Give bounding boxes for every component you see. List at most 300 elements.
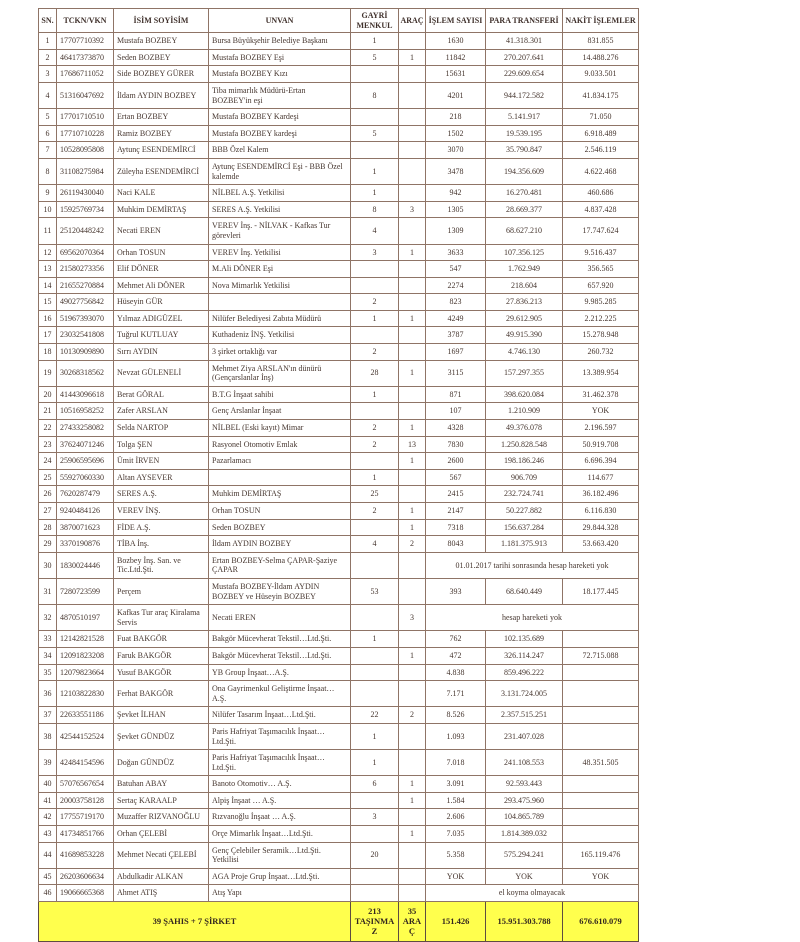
cell-arac: 13 <box>399 436 426 453</box>
cell-arac: 2 <box>399 536 426 553</box>
cell-islem-sayisi: 218 <box>426 109 486 126</box>
cell-nakit-islemler: 15.278.948 <box>563 327 639 344</box>
cell-islem-sayisi: 7318 <box>426 519 486 536</box>
cell-nakit-islemler: 2.196.597 <box>563 420 639 437</box>
cell-para-transferi: 1.250.828.548 <box>486 436 563 453</box>
cell-para-transferi: 944.172.582 <box>486 82 563 108</box>
cell-gayrimenkul: 2 <box>351 503 399 520</box>
table-row <box>39 792 639 809</box>
cell-sn: 3 <box>39 66 57 83</box>
table-row <box>39 605 639 631</box>
cell-unvan: Bursa Büyükşehir Belediye Başkanı <box>209 33 351 50</box>
cell-arac <box>399 277 426 294</box>
cell-sn: 37 <box>39 707 57 724</box>
cell-unvan: VEREV İnş. Yetkilisi <box>209 244 351 261</box>
cell-sn: 42 <box>39 809 57 826</box>
cell-unvan: SERES A.Ş. Yetkilisi <box>209 201 351 218</box>
cell-sn: 35 <box>39 664 57 681</box>
cell-tckn-vkn: 42544152524 <box>57 723 114 749</box>
cell-tckn-vkn: 1830024446 <box>57 552 114 578</box>
cell-unvan: Mehmet Ziya ARSLAN'ın dünürü (Gençarslanlar İnş) <box>209 360 351 386</box>
cell-islem-sayisi: 393 <box>426 578 486 604</box>
cell-isim-soyisim: FİDE A.Ş. <box>114 519 209 536</box>
cell-nakit-islemler: 6.696.394 <box>563 453 639 470</box>
cell-tckn-vkn: 25906595696 <box>57 453 114 470</box>
cell-isim-soyisim: Abdulkadir ALKAN <box>114 868 209 885</box>
table-row <box>39 681 639 707</box>
cell-isim-soyisim: Muzaffer RIZVANOĞLU <box>114 809 209 826</box>
cell-nakit-islemler <box>563 792 639 809</box>
cell-isim-soyisim: Ramiz BOZBEY <box>114 125 209 142</box>
table-row <box>39 536 639 553</box>
cell-isim-soyisim: VEREV İNŞ. <box>114 503 209 520</box>
table-footer <box>39 902 639 942</box>
cell-tckn-vkn: 10130909890 <box>57 344 114 361</box>
cell-nakit-islemler: 114.677 <box>563 469 639 486</box>
cell-arac <box>399 664 426 681</box>
cell-arac: 1 <box>399 647 426 664</box>
cell-gayrimenkul <box>351 885 399 902</box>
cell-nakit-islemler <box>563 707 639 724</box>
cell-isim-soyisim: TİBA İnş. <box>114 536 209 553</box>
cell-gayrimenkul <box>351 868 399 885</box>
cell-isim-soyisim: Bozbey İnş. San. ve Tic.Ltd.Şti. <box>114 552 209 578</box>
cell-para-transferi: 19.539.195 <box>486 125 563 142</box>
cell-isim-soyisim: Ümit İRVEN <box>114 453 209 470</box>
cell-unvan: BBB Özel Kalem <box>209 142 351 159</box>
cell-arac <box>399 66 426 83</box>
cell-islem-sayisi: 3787 <box>426 327 486 344</box>
cell-isim-soyisim: Züleyha ESENDEMİRCİ <box>114 158 209 184</box>
cell-arac: 1 <box>399 503 426 520</box>
cell-arac: 3 <box>399 605 426 631</box>
cell-para-transferi: 229.609.654 <box>486 66 563 83</box>
cell-sn: 41 <box>39 792 57 809</box>
table-row <box>39 244 639 261</box>
cell-isim-soyisim: Tuğrul KUTLUAY <box>114 327 209 344</box>
cell-arac <box>399 125 426 142</box>
table-row <box>39 420 639 437</box>
cell-isim-soyisim: Necati EREN <box>114 218 209 244</box>
table-row <box>39 386 639 403</box>
cell-sn: 7 <box>39 142 57 159</box>
cell-unvan: Mustafa BOZBEY kardeşi <box>209 125 351 142</box>
cell-sn: 2 <box>39 49 57 66</box>
cell-para-transferi: 218.604 <box>486 277 563 294</box>
cell-tckn-vkn: 21580273356 <box>57 261 114 278</box>
cell-gayrimenkul <box>351 261 399 278</box>
cell-gayrimenkul <box>351 664 399 681</box>
cell-sn: 21 <box>39 403 57 420</box>
cell-para-transferi: 1.762.949 <box>486 261 563 278</box>
cell-isim-soyisim: Fuat BAKGÖR <box>114 631 209 648</box>
cell-islem-sayisi: 1309 <box>426 218 486 244</box>
cell-nakit-islemler <box>563 809 639 826</box>
cell-gayrimenkul <box>351 66 399 83</box>
cell-para-transferi: 107.356.125 <box>486 244 563 261</box>
cell-unvan: Mustafa BOZBEY Kardeşi <box>209 109 351 126</box>
cell-islem-sayisi: 3633 <box>426 244 486 261</box>
cell-sn: 26 <box>39 486 57 503</box>
cell-nakit-islemler: 460.686 <box>563 185 639 202</box>
cell-para-transferi: 102.135.689 <box>486 631 563 648</box>
cell-nakit-islemler: 657.920 <box>563 277 639 294</box>
cell-islem-sayisi: 2.606 <box>426 809 486 826</box>
cell-islem-sayisi: 1.584 <box>426 792 486 809</box>
cell-unvan: Banoto Otomotiv… A.Ş. <box>209 776 351 793</box>
table-row <box>39 360 639 386</box>
cell-gayrimenkul: 4 <box>351 536 399 553</box>
table-row <box>39 66 639 83</box>
cell-islem-sayisi: 823 <box>426 294 486 311</box>
table-row <box>39 842 639 868</box>
cell-nakit-islemler: 165.119.476 <box>563 842 639 868</box>
cell-nakit-islemler: 6.116.830 <box>563 503 639 520</box>
cell-arac <box>399 261 426 278</box>
cell-isim-soyisim: Ahmet ATIŞ <box>114 885 209 902</box>
cell-tckn-vkn: 26203606634 <box>57 868 114 885</box>
cell-unvan: NİLBEL (Eski kayıt) Mimar <box>209 420 351 437</box>
cell-unvan: Orhan TOSUN <box>209 503 351 520</box>
cell-sn: 29 <box>39 536 57 553</box>
cell-islem-sayisi: 107 <box>426 403 486 420</box>
cell-para-transferi: 29.612.905 <box>486 310 563 327</box>
table-row <box>39 453 639 470</box>
cell-sn: 19 <box>39 360 57 386</box>
cell-sn: 14 <box>39 277 57 294</box>
cell-unvan: Paris Hafriyat Taşımacılık İnşaat…Ltd.Şti. <box>209 750 351 776</box>
cell-arac: 1 <box>399 792 426 809</box>
cell-gayrimenkul <box>351 792 399 809</box>
cell-nakit-islemler: 71.050 <box>563 109 639 126</box>
cell-sn: 36 <box>39 681 57 707</box>
cell-tckn-vkn: 3370190876 <box>57 536 114 553</box>
cell-arac <box>399 469 426 486</box>
cell-tckn-vkn: 31108275984 <box>57 158 114 184</box>
cell-isim-soyisim: Kafkas Tur araç Kiralama Servis <box>114 605 209 631</box>
cell-nakit-islemler: YOK <box>563 403 639 420</box>
cell-nakit-islemler <box>563 826 639 843</box>
cell-arac <box>399 218 426 244</box>
cell-para-transferi: 27.836.213 <box>486 294 563 311</box>
cell-nakit-islemler <box>563 631 639 648</box>
cell-islem-sayisi: 472 <box>426 647 486 664</box>
cell-gayrimenkul: 8 <box>351 82 399 108</box>
totals-nakit-islemler: 676.610.079 <box>563 902 639 942</box>
cell-islem-sayisi: 762 <box>426 631 486 648</box>
cell-tckn-vkn: 41689853228 <box>57 842 114 868</box>
cell-tckn-vkn: 17701710510 <box>57 109 114 126</box>
cell-islem-sayisi: 7.171 <box>426 681 486 707</box>
cell-para-transferi: 859.496.222 <box>486 664 563 681</box>
cell-arac: 2 <box>399 707 426 724</box>
cell-isim-soyisim: Mehmet Ali DÖNER <box>114 277 209 294</box>
cell-nakit-islemler: 356.565 <box>563 261 639 278</box>
cell-para-transferi: 398.620.084 <box>486 386 563 403</box>
table-row <box>39 201 639 218</box>
cell-arac <box>399 486 426 503</box>
cell-isim-soyisim: Ferhat BAKGÖR <box>114 681 209 707</box>
cell-para-transferi: 326.114.247 <box>486 647 563 664</box>
cell-para-transferi: 157.297.355 <box>486 360 563 386</box>
cell-gayrimenkul <box>351 826 399 843</box>
cell-islem-sayisi: 8.526 <box>426 707 486 724</box>
table-row <box>39 885 639 902</box>
cell-isim-soyisim: Doğan GÜNDÜZ <box>114 750 209 776</box>
cell-arac <box>399 142 426 159</box>
cell-sn: 27 <box>39 503 57 520</box>
cell-sn: 1 <box>39 33 57 50</box>
cell-tckn-vkn: 41734851766 <box>57 826 114 843</box>
cell-nakit-islemler: 31.462.378 <box>563 386 639 403</box>
cell-unvan: Alpiş İnşaat … A.Ş. <box>209 792 351 809</box>
cell-tckn-vkn: 17707710392 <box>57 33 114 50</box>
cell-nakit-islemler <box>563 664 639 681</box>
cell-unvan: AGA Proje Grup İnşaat…Ltd.Şti. <box>209 868 351 885</box>
table-row <box>39 33 639 50</box>
cell-tckn-vkn: 30268318562 <box>57 360 114 386</box>
table-row <box>39 469 639 486</box>
cell-nakit-islemler: 50.919.708 <box>563 436 639 453</box>
cell-isim-soyisim: Ertan BOZBEY <box>114 109 209 126</box>
cell-sn: 20 <box>39 386 57 403</box>
totals-para-transferi: 15.951.303.788 <box>486 902 563 942</box>
cell-gayrimenkul: 2 <box>351 436 399 453</box>
table-row <box>39 868 639 885</box>
cell-para-transferi: 41.318.301 <box>486 33 563 50</box>
cell-para-transferi: 92.593.443 <box>486 776 563 793</box>
cell-gayrimenkul: 1 <box>351 750 399 776</box>
cell-sn: 34 <box>39 647 57 664</box>
cell-gayrimenkul: 3 <box>351 244 399 261</box>
cell-arac <box>399 750 426 776</box>
cell-islem-sayisi: 2147 <box>426 503 486 520</box>
cell-isim-soyisim: Muhkim DEMİRTAŞ <box>114 201 209 218</box>
cell-sn: 9 <box>39 185 57 202</box>
asset-table <box>38 8 639 942</box>
cell-arac: 1 <box>399 420 426 437</box>
cell-tckn-vkn: 37624071246 <box>57 436 114 453</box>
cell-para-transferi: 194.356.609 <box>486 158 563 184</box>
cell-arac: 1 <box>399 244 426 261</box>
cell-nakit-islemler: 48.351.505 <box>563 750 639 776</box>
cell-sn: 31 <box>39 578 57 604</box>
table-row <box>39 486 639 503</box>
cell-tckn-vkn: 49027756842 <box>57 294 114 311</box>
cell-isim-soyisim: İldam AYDIN BOZBEY <box>114 82 209 108</box>
cell-isim-soyisim: Yılmaz ADIGÜZEL <box>114 310 209 327</box>
cell-islem-sayisi: 5.358 <box>426 842 486 868</box>
cell-gayrimenkul <box>351 327 399 344</box>
cell-islem-sayisi: 1630 <box>426 33 486 50</box>
cell-isim-soyisim: Naci KALE <box>114 185 209 202</box>
cell-para-transferi: 906.709 <box>486 469 563 486</box>
cell-sn: 44 <box>39 842 57 868</box>
cell-unvan: YB Group İnşaat…A.Ş. <box>209 664 351 681</box>
cell-unvan <box>209 294 351 311</box>
table-row <box>39 631 639 648</box>
totals-arac: 35 ARAÇ <box>399 902 426 942</box>
cell-gayrimenkul: 1 <box>351 185 399 202</box>
cell-nakit-islemler: 41.834.175 <box>563 82 639 108</box>
cell-isim-soyisim: Mehmet Necati ÇELEBİ <box>114 842 209 868</box>
cell-isim-soyisim: Altan AYSEVER <box>114 469 209 486</box>
cell-nakit-islemler: 2.546.119 <box>563 142 639 159</box>
cell-arac <box>399 809 426 826</box>
cell-arac: 1 <box>399 776 426 793</box>
cell-arac: 1 <box>399 49 426 66</box>
cell-sn: 5 <box>39 109 57 126</box>
cell-arac: 1 <box>399 310 426 327</box>
cell-gayrimenkul: 22 <box>351 707 399 724</box>
cell-gayrimenkul: 1 <box>351 723 399 749</box>
table-row <box>39 707 639 724</box>
cell-nakit-islemler: 14.488.276 <box>563 49 639 66</box>
cell-gayrimenkul: 1 <box>351 158 399 184</box>
cell-islem-sayisi: 871 <box>426 386 486 403</box>
cell-isim-soyisim: Seden BOZBEY <box>114 49 209 66</box>
cell-gayrimenkul <box>351 109 399 126</box>
cell-nakit-islemler: 9.985.285 <box>563 294 639 311</box>
cell-arac <box>399 185 426 202</box>
table-header <box>39 9 639 33</box>
cell-arac <box>399 552 426 578</box>
cell-tckn-vkn: 7280723599 <box>57 578 114 604</box>
cell-islem-sayisi: 8043 <box>426 536 486 553</box>
cell-tckn-vkn: 7620287479 <box>57 486 114 503</box>
cell-arac <box>399 327 426 344</box>
cell-gayrimenkul <box>351 552 399 578</box>
cell-para-transferi: 49.915.390 <box>486 327 563 344</box>
cell-islem-sayisi: 567 <box>426 469 486 486</box>
cell-unvan: B.T.G İnşaat sahibi <box>209 386 351 403</box>
cell-tckn-vkn: 23032541808 <box>57 327 114 344</box>
cell-gayrimenkul: 6 <box>351 776 399 793</box>
cell-para-transferi: 3.131.724.005 <box>486 681 563 707</box>
cell-islem-sayisi: YOK <box>426 868 486 885</box>
cell-gayrimenkul <box>351 647 399 664</box>
cell-unvan: NİLBEL A.Ş. Yetkilisi <box>209 185 351 202</box>
cell-nakit-islemler: 9.033.501 <box>563 66 639 83</box>
cell-sn: 23 <box>39 436 57 453</box>
cell-gayrimenkul: 3 <box>351 809 399 826</box>
cell-islem-sayisi: 3070 <box>426 142 486 159</box>
cell-arac <box>399 631 426 648</box>
cell-isim-soyisim: Hüseyin GÜR <box>114 294 209 311</box>
table-row <box>39 277 639 294</box>
table-row <box>39 344 639 361</box>
cell-isim-soyisim: Sertaç KARAALP <box>114 792 209 809</box>
cell-sn: 22 <box>39 420 57 437</box>
cell-gayrimenkul <box>351 453 399 470</box>
cell-unvan: Bakgör Mücevherat Tekstil…Ltd.Şti. <box>209 631 351 648</box>
cell-islem-sayisi: 3115 <box>426 360 486 386</box>
cell-nakit-islemler: 17.747.624 <box>563 218 639 244</box>
cell-islem-sayisi: 11842 <box>426 49 486 66</box>
cell-tckn-vkn: 12142821528 <box>57 631 114 648</box>
cell-merged-note: hesap hareketi yok <box>426 605 639 631</box>
cell-sn: 32 <box>39 605 57 631</box>
cell-gayrimenkul: 28 <box>351 360 399 386</box>
totals-label: 39 ŞAHIS + 7 ŞİRKET <box>39 902 351 942</box>
cell-sn: 38 <box>39 723 57 749</box>
cell-nakit-islemler: 18.177.445 <box>563 578 639 604</box>
cell-nakit-islemler: YOK <box>563 868 639 885</box>
totals-islem-sayisi: 151.426 <box>426 902 486 942</box>
table-row <box>39 158 639 184</box>
cell-gayrimenkul: 2 <box>351 294 399 311</box>
col-header-sn: SN. <box>39 9 57 33</box>
cell-islem-sayisi: 7.018 <box>426 750 486 776</box>
cell-tckn-vkn: 12103822830 <box>57 681 114 707</box>
cell-gayrimenkul <box>351 681 399 707</box>
table-row <box>39 261 639 278</box>
cell-gayrimenkul: 4 <box>351 218 399 244</box>
cell-nakit-islemler: 6.918.489 <box>563 125 639 142</box>
cell-para-transferi: 231.407.028 <box>486 723 563 749</box>
cell-nakit-islemler: 29.844.328 <box>563 519 639 536</box>
col-header-islem-sayisi: İŞLEM SAYISI <box>426 9 486 33</box>
cell-gayrimenkul: 53 <box>351 578 399 604</box>
cell-isim-soyisim: Perçem <box>114 578 209 604</box>
cell-unvan: Pazarlamacı <box>209 453 351 470</box>
cell-tckn-vkn: 17686711052 <box>57 66 114 83</box>
cell-unvan: Atış Yapı <box>209 885 351 902</box>
cell-arac <box>399 33 426 50</box>
cell-islem-sayisi: 942 <box>426 185 486 202</box>
cell-gayrimenkul: 1 <box>351 386 399 403</box>
cell-unvan: Rızvanoğlu İnşaat … A.Ş. <box>209 809 351 826</box>
cell-tckn-vkn: 17755719170 <box>57 809 114 826</box>
cell-unvan: Kuthadeniz İNŞ. Yetkilisi <box>209 327 351 344</box>
col-header-tckn: TCKN/VKN <box>57 9 114 33</box>
cell-para-transferi: 16.270.481 <box>486 185 563 202</box>
cell-gayrimenkul: 1 <box>351 631 399 648</box>
table-row <box>39 664 639 681</box>
cell-unvan: Ertan BOZBEY-Selma ÇAPAR-Şaziye ÇAPAR <box>209 552 351 578</box>
cell-para-transferi: 50.227.882 <box>486 503 563 520</box>
cell-unvan <box>209 469 351 486</box>
cell-nakit-islemler: 4.837.428 <box>563 201 639 218</box>
cell-isim-soyisim: Side BOZBEY GÜRER <box>114 66 209 83</box>
cell-unvan: İldam AYDIN BOZBEY <box>209 536 351 553</box>
table-row <box>39 578 639 604</box>
cell-para-transferi: 49.376.078 <box>486 420 563 437</box>
cell-unvan: VEREV İnş. - NİLVAK - Kafkas Tur görevleri <box>209 218 351 244</box>
table-row <box>39 109 639 126</box>
cell-gayrimenkul <box>351 142 399 159</box>
table-row <box>39 142 639 159</box>
cell-tckn-vkn: 57076567654 <box>57 776 114 793</box>
cell-arac <box>399 82 426 108</box>
header-row <box>39 9 639 33</box>
totals-row <box>39 902 639 942</box>
cell-sn: 39 <box>39 750 57 776</box>
cell-islem-sayisi: 4249 <box>426 310 486 327</box>
cell-nakit-islemler: 72.715.088 <box>563 647 639 664</box>
cell-islem-sayisi: 7.035 <box>426 826 486 843</box>
table-row <box>39 809 639 826</box>
cell-sn: 24 <box>39 453 57 470</box>
cell-para-transferi: 104.865.789 <box>486 809 563 826</box>
table-row <box>39 436 639 453</box>
cell-para-transferi: 198.186.246 <box>486 453 563 470</box>
cell-arac: 1 <box>399 826 426 843</box>
table-row <box>39 826 639 843</box>
cell-islem-sayisi: 1.093 <box>426 723 486 749</box>
cell-unvan: M.Ali DÖNER Eşi <box>209 261 351 278</box>
table-row <box>39 503 639 520</box>
